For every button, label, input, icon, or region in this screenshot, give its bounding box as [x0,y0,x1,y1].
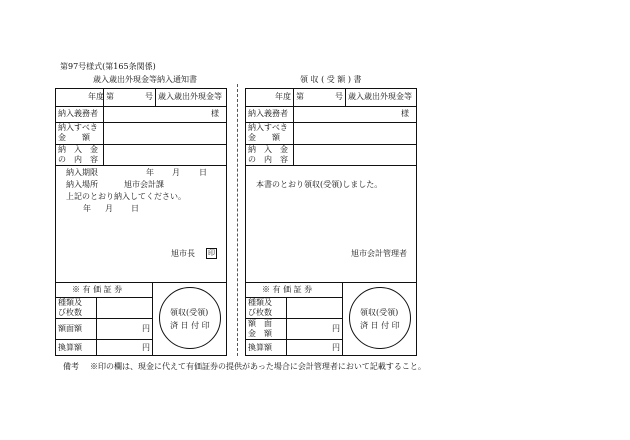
number-suffix: 号 [145,92,153,101]
kind-label: 種類及 [248,298,272,307]
content-label-2: の 内 容 [248,155,288,164]
deadline-month: 月 [172,168,180,177]
face-value-label-2: 金 額 [248,329,272,338]
number-suffix: 号 [335,92,343,101]
honorific: 様 [211,109,219,118]
cut-line [237,84,238,356]
voucher-header: ※ 有 価 証 券 [72,285,123,294]
face-value-yen: 円 [142,324,150,333]
receipt-text: 本書のとおり領収(受領)しました。 [256,180,383,189]
number-prefix: 第 [296,92,304,101]
deadline-day: 日 [199,168,207,177]
place-label: 納入場所 [66,180,98,189]
issue-month: 月 [105,204,113,213]
deadline-year: 年 [146,168,154,177]
content-label-2: の 内 容 [58,155,98,164]
converted-label: 換算額 [248,343,272,352]
face-value-label: 額面額 [58,324,82,333]
fiscal-year-label: 年度 [275,92,291,101]
issuer-name: 旭市長 [171,249,195,258]
stamp-text: 領収(受領) [360,308,399,317]
instruction-text: 上記のとおり納入してください。 [66,192,186,201]
stamp-text-2: 済 日 付 印 [170,321,210,330]
category-label: 歳入歳出外現金等 [348,92,412,101]
seal-mark: 印 [208,249,215,257]
issue-year: 年 [83,204,91,213]
receipt-stamp-circle [349,287,411,349]
place-value: 旭市会計課 [124,180,164,189]
content-label: 納 入 金 [58,145,98,154]
amount-label-2: 金 額 [58,133,90,142]
amount-label: 納入すべき [248,123,288,132]
category-label: 歳入歳出外現金等 [158,92,222,101]
converted-yen: 円 [332,343,340,352]
payer-label: 納入義務者 [248,109,288,118]
kind-label-2: び枚数 [248,308,272,317]
deadline-label: 納入期限 [66,168,98,177]
honorific: 様 [401,109,409,118]
notice-title: 歳入歳出外現金等納入通知書 [93,75,197,84]
payer-label: 納入義務者 [58,109,98,118]
fiscal-year-label: 年度 [88,92,104,101]
content-label: 納 入 金 [248,145,288,154]
stamp-text: 領収(受領) [170,308,209,317]
amount-label-2: 金 額 [248,133,280,142]
kind-label: 種類及 [58,298,82,307]
issuer-name: 旭市会計管理者 [351,249,407,258]
receipt-stamp-circle [159,287,221,349]
form-number: 第97号様式(第165条関係) [60,62,156,71]
receipt-title: 領 収 ( 受 額 ) 書 [300,75,362,84]
face-value-yen: 円 [332,324,340,333]
issue-day: 日 [131,204,139,213]
converted-label: 換算額 [58,343,82,352]
converted-yen: 円 [142,343,150,352]
face-value-label: 額 面 [248,319,272,328]
kind-label-2: び枚数 [58,308,82,317]
note-text: ※印の欄は、現金に代えて有価証券の提供があった場合に会計管理者において記載すること。 [90,362,426,371]
voucher-header: ※ 有 価 証 券 [262,285,313,294]
number-prefix: 第 [106,92,114,101]
note-label: 備考 [63,362,79,371]
stamp-text-2: 済 日 付 印 [360,321,400,330]
amount-label: 納入すべき [58,123,98,132]
